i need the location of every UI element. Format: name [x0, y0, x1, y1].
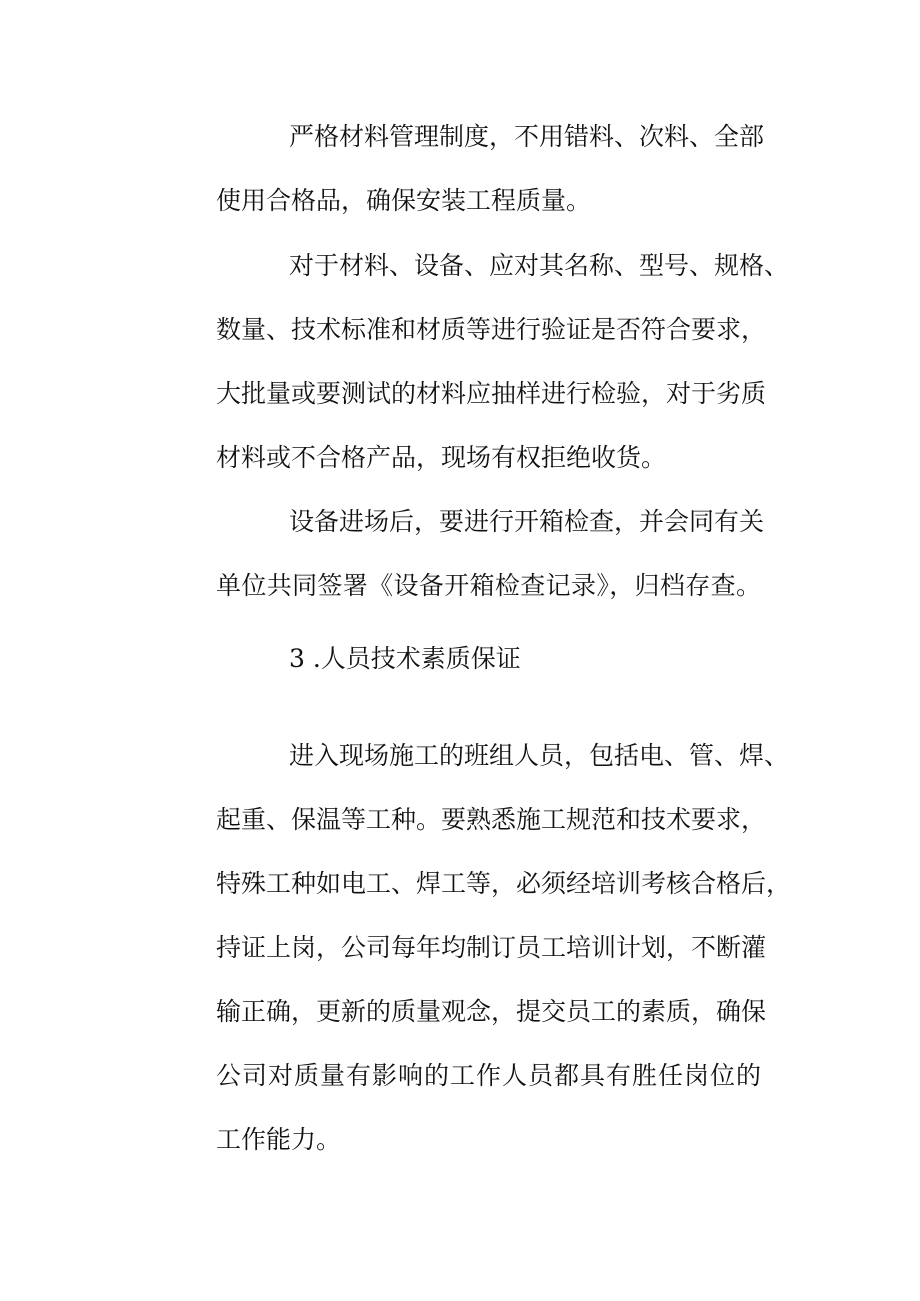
- paragraph-2-line-1: 对于材料、设备、应对其名称、型号、规格、: [289, 251, 790, 280]
- paragraph-4-line-2: 起重、保温等工种。要熟悉施工规范和技术要求，: [216, 805, 767, 834]
- paragraph-2-line-4: 材料或不合格产品，现场有权拒绝收货。: [216, 443, 667, 472]
- paragraph-4-line-7: 工作能力。: [216, 1125, 342, 1154]
- paragraph-1-line-2: 使用合格品，确保安装工程质量。: [216, 186, 592, 215]
- paragraph-4-line-4: 持证上岗，公司每年均制订员工培训计划，不断灌: [216, 933, 767, 962]
- paragraph-1-line-1: 严格材料管理制度，不用错料、次料、全部: [289, 122, 765, 151]
- paragraph-4-line-1: 进入现场施工的班组人员，包括电、管、焊、: [289, 741, 790, 770]
- section-heading: 3 .人员技术素质保证: [289, 644, 521, 673]
- paragraph-2-line-2: 数量、技术标准和材质等进行验证是否符合要求，: [216, 315, 767, 344]
- paragraph-3-line-2: 单位共同签署《设备开箱检查记录》，归档存查。: [216, 571, 761, 600]
- paragraph-4-line-6: 公司对质量有影响的工作人员都具有胜任岗位的: [216, 1061, 761, 1090]
- paragraph-4-line-3: 特殊工种如电工、焊工等，必须经培训考核合格后，: [216, 869, 792, 898]
- paragraph-2-line-3: 大批量或要测试的材料应抽样进行检验，对于劣质: [216, 379, 767, 408]
- paragraph-3-line-1: 设备进场后，要进行开箱检查，并会同有关: [289, 507, 765, 536]
- paragraph-4-line-5: 输正确，更新的质量观念，提交员工的素质，确保: [216, 997, 767, 1026]
